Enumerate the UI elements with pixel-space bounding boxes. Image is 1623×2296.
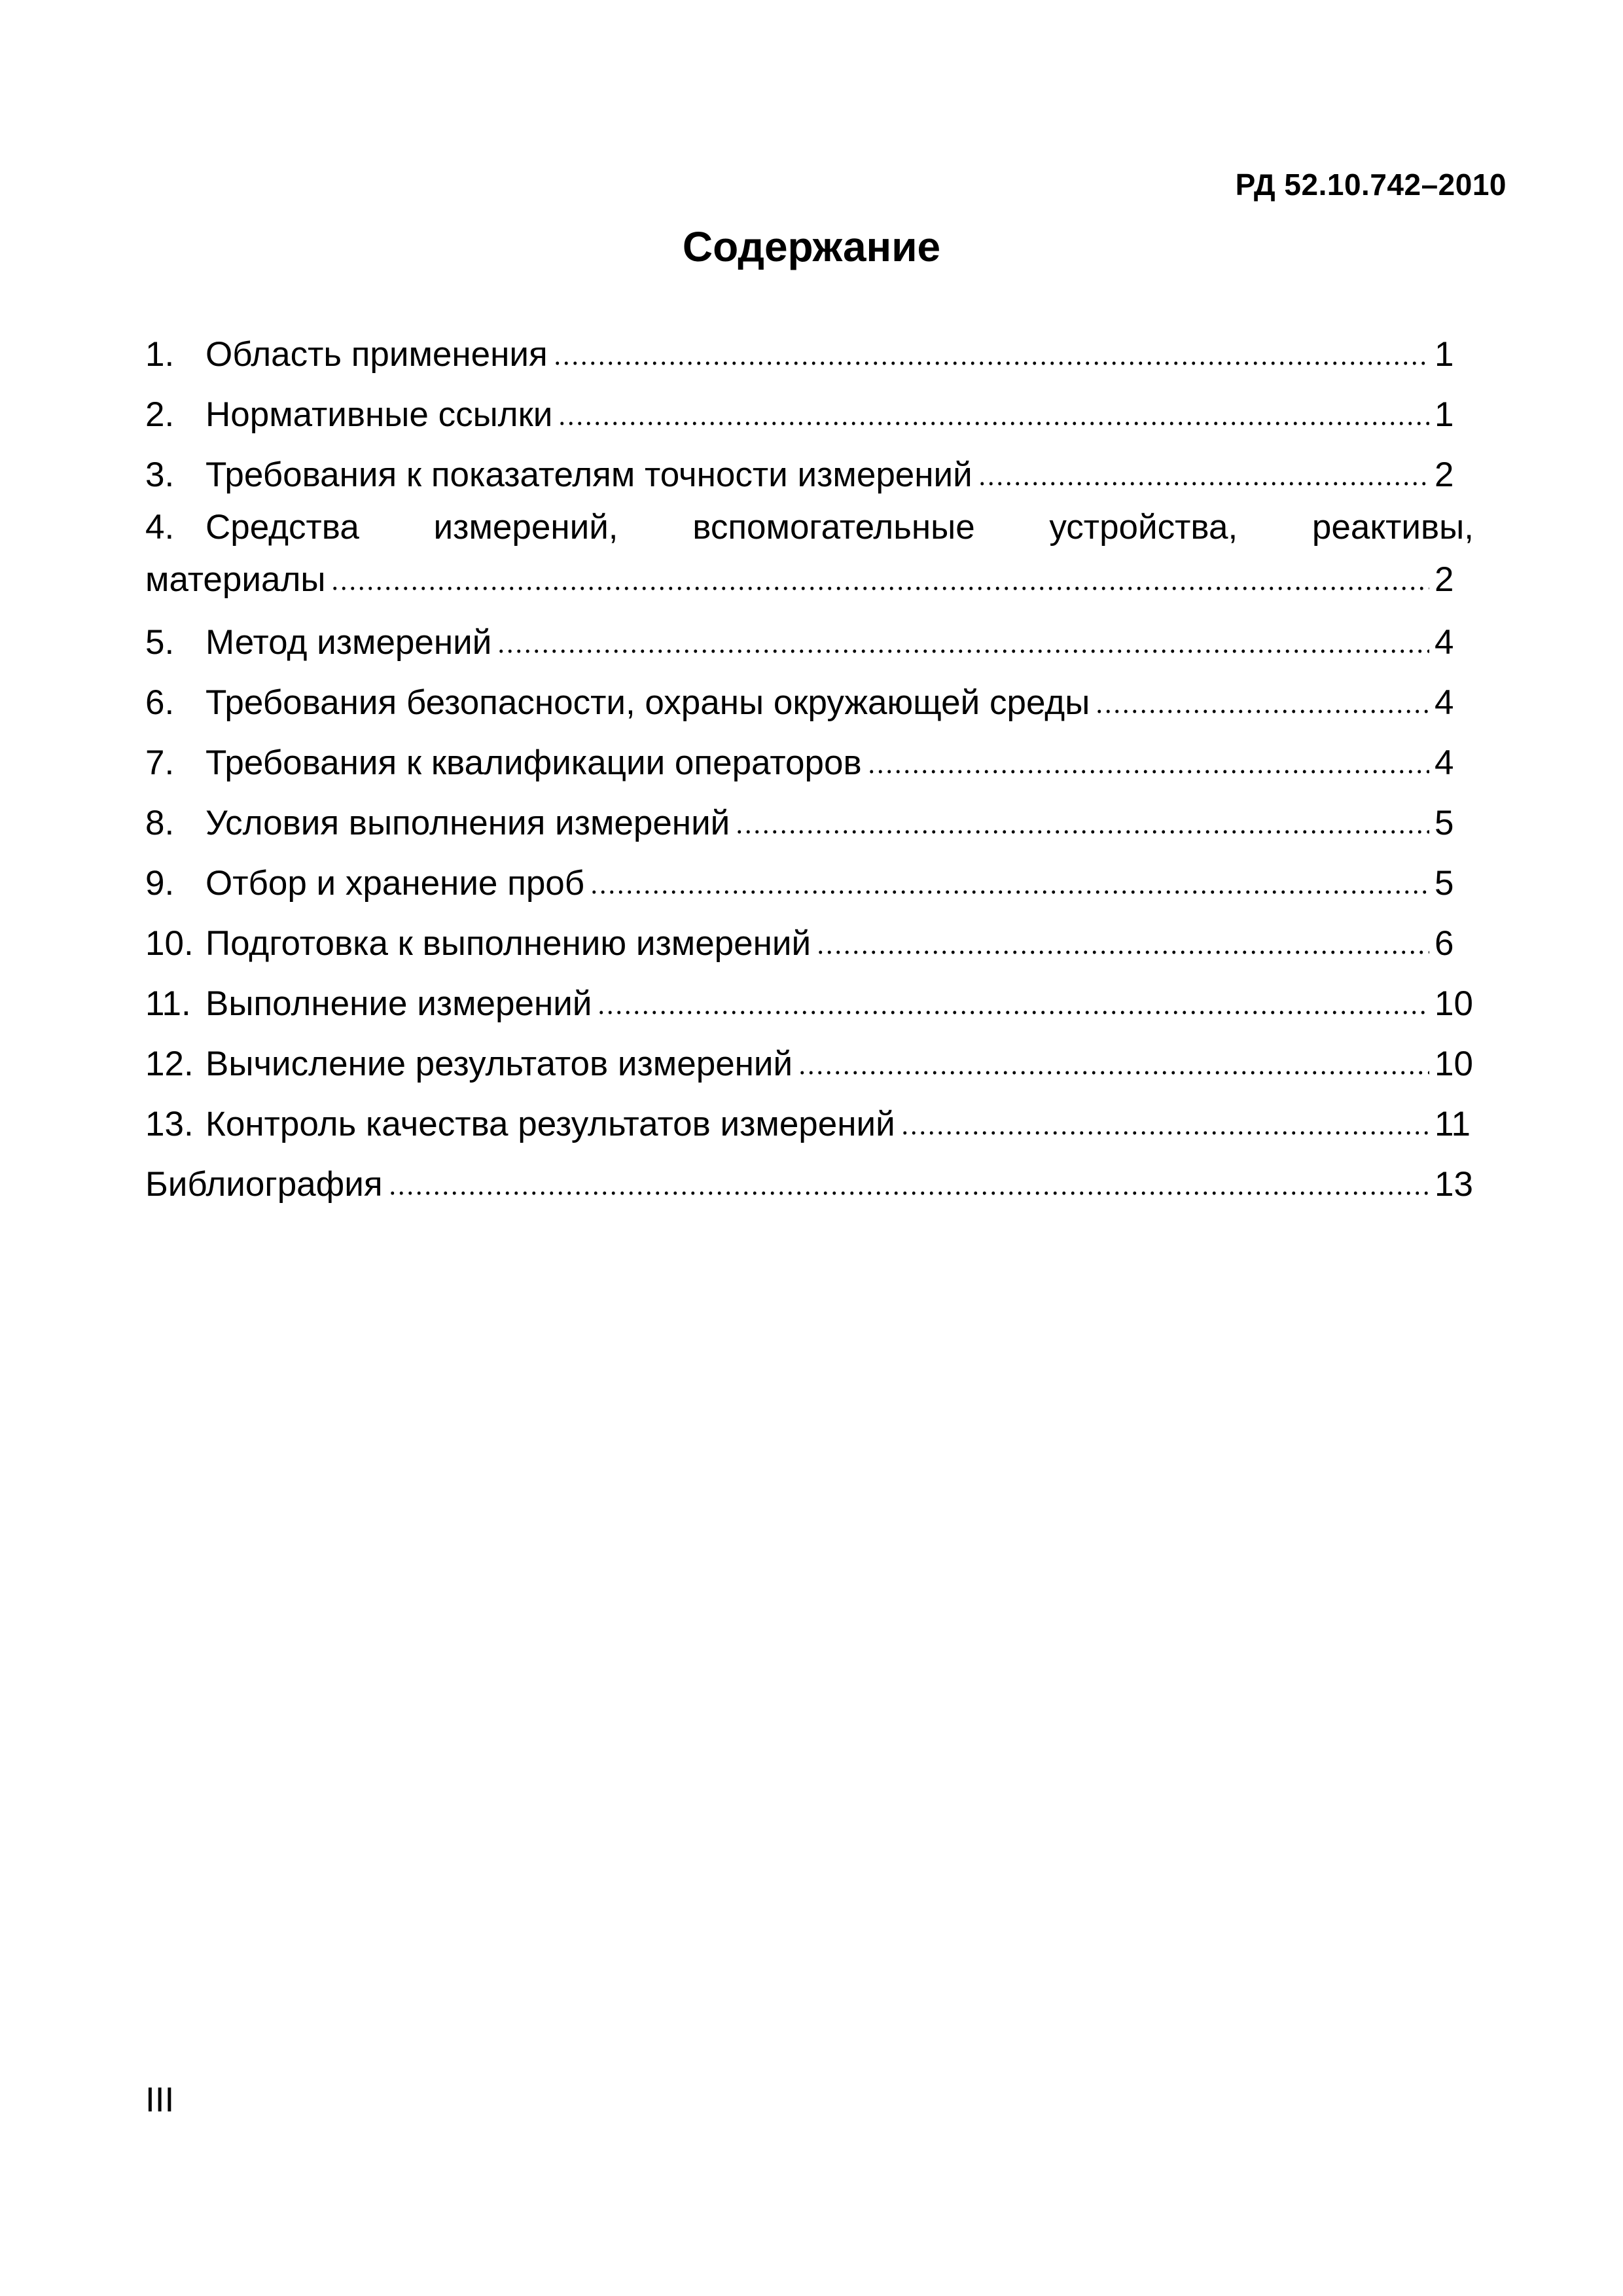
toc-entry-number: 5. <box>145 623 175 662</box>
toc-entry-page: 6 <box>1435 924 1454 963</box>
toc-entry-number: 10. <box>145 924 194 963</box>
dot-leader <box>901 1128 1429 1138</box>
toc-entry-label: Область применения <box>205 335 548 374</box>
dot-leader <box>330 584 1429 593</box>
toc-entry-2[interactable] <box>145 374 1474 435</box>
toc-entry-page: 10 <box>1435 1045 1473 1083</box>
toc-entry-5[interactable] <box>145 602 1474 662</box>
toc-entry-11[interactable] <box>145 963 1474 1024</box>
toc-entry-number: 9. <box>145 864 175 903</box>
dot-leader <box>590 888 1429 897</box>
toc-entry-label: Подготовка к выполнению измерений <box>205 924 812 963</box>
toc-entry-label: Требования к квалификации операторов <box>205 744 862 782</box>
toc-entry-7[interactable] <box>145 723 1474 783</box>
page-title: Содержание <box>682 223 941 270</box>
dot-leader <box>597 1008 1429 1017</box>
toc-entry-number: 7. <box>145 744 175 782</box>
toc-entry-word: Средства <box>205 508 359 547</box>
toc-entry-label: Условия выполнения измерений <box>205 804 730 842</box>
toc-entry-page: 4 <box>1435 623 1454 662</box>
dot-leader <box>816 948 1429 957</box>
toc-entry-4[interactable] <box>145 495 1474 602</box>
toc-entry-label: Вычисление результатов измерений <box>205 1045 793 1083</box>
toc-entry-bibliography[interactable] <box>145 1144 1474 1204</box>
toc-entry-page: 13 <box>1435 1165 1473 1204</box>
toc-entry-label: Отбор и хранение проб <box>205 864 585 903</box>
toc-entry-page: 1 <box>1435 395 1454 434</box>
toc-entry-first-line <box>145 495 1474 547</box>
toc-entry-number: 3. <box>145 456 175 494</box>
toc-entry-page: 2 <box>1435 456 1454 494</box>
page-number: III <box>145 2081 175 2119</box>
dot-leader <box>388 1189 1429 1198</box>
toc-entry-label: Требования к показателям точности измерений <box>205 456 972 494</box>
toc-entry-label: Библиография <box>145 1165 383 1204</box>
toc-entry-9[interactable] <box>145 843 1474 903</box>
toc-entry-number: 8. <box>145 804 175 842</box>
toc-entry-number: 6. <box>145 683 175 722</box>
toc-entry-label: Нормативные ссылки <box>205 395 553 434</box>
toc-entry-1[interactable] <box>145 314 1474 374</box>
dot-leader <box>735 827 1429 836</box>
toc-entry-13[interactable] <box>145 1084 1474 1144</box>
dot-leader <box>798 1068 1429 1077</box>
dot-leader <box>978 479 1429 488</box>
toc-entry-page: 4 <box>1435 683 1454 722</box>
toc-entry-3[interactable] <box>145 435 1474 495</box>
toc-entry-page: 4 <box>1435 744 1454 782</box>
toc-entry-label: Контроль качества результатов измерений <box>205 1105 895 1143</box>
toc-entry-page: 5 <box>1435 804 1454 842</box>
toc-entry-word: вспомогательные <box>692 508 975 547</box>
toc-entry-page: 1 <box>1435 335 1454 374</box>
toc-entry-label-continued: материалы <box>145 560 326 599</box>
dot-leader <box>558 419 1429 428</box>
dot-leader <box>553 359 1429 368</box>
toc-entry-page: 2 <box>1435 560 1454 599</box>
toc-entry-10[interactable] <box>145 903 1474 963</box>
toc-entry-12[interactable] <box>145 1024 1474 1084</box>
toc-entry-6[interactable] <box>145 662 1474 723</box>
toc-entry-second-line <box>145 547 1474 602</box>
toc-entry-page: 11 <box>1435 1105 1471 1143</box>
toc-entry-number: 12. <box>145 1045 194 1083</box>
toc-entry-page: 10 <box>1435 984 1473 1023</box>
dot-leader <box>497 647 1429 656</box>
toc-entry-number: 1. <box>145 335 175 374</box>
dot-leader <box>867 767 1429 776</box>
toc-entry-8[interactable] <box>145 783 1474 843</box>
toc-entry-word: устройства, <box>1049 508 1238 547</box>
toc-entry-word: измерений, <box>433 508 618 547</box>
toc-entry-page: 5 <box>1435 864 1454 903</box>
toc-entry-number: 13. <box>145 1105 194 1143</box>
table-of-contents <box>145 314 1474 1204</box>
toc-entry-label: Метод измерений <box>205 623 492 662</box>
toc-entry-label: Выполнение измерений <box>205 984 592 1023</box>
toc-entry-word: реактивы, <box>1311 508 1474 547</box>
toc-entry-number: 11. <box>145 984 191 1023</box>
dot-leader <box>1095 707 1429 716</box>
toc-entry-number: 2. <box>145 395 175 434</box>
toc-entry-number: 4. <box>145 508 175 547</box>
document-code: РД 52.10.742–2010 <box>1235 168 1507 202</box>
toc-entry-label: Требования безопасности, охраны окружающей среды <box>205 683 1090 722</box>
